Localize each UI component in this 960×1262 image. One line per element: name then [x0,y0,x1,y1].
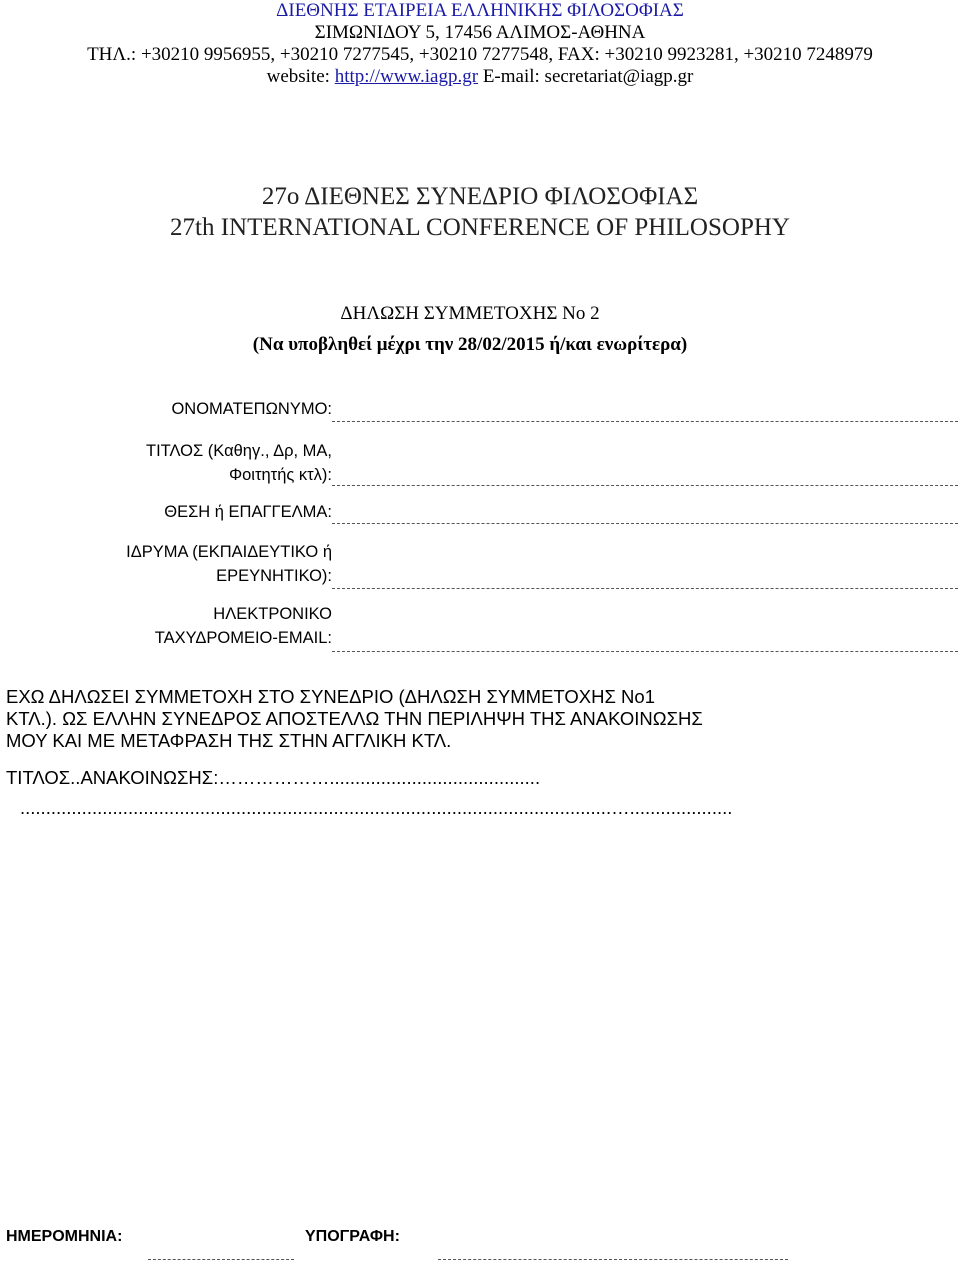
declaration-deadline: (Να υποβληθεί μέχρι την 28/02/2015 ή/και ενωρίτερα) [252,334,688,355]
institution-label-line1: ΙΔΡΥΜΑ (ΕΚΠΑΙΔΕΥΤΙΚΟ ή [126,543,332,561]
statement-line2: ΚΤΛ.). ΩΣ ΕΛΛΗΝ ΣΥΝΕΔΡΟΣ ΑΠΟΣΤΕΛΛΩ ΤΗΝ ΠΕΡΙΛΗΨΗ ΤΗΣ ΑΝΑΚΟΙΝΩΣΗΣ [6,708,703,729]
declaration-title: ΔΗΛΩΣΗ ΣΥΜΜΕΤΟΧΗΣ Νο 2 [340,303,600,324]
org-web-line [0,66,960,88]
email-label [155,602,332,650]
title-label-line2: Φοιτητής κτλ): [228,466,332,484]
title-field[interactable] [332,485,958,486]
org-phones: ΤΗΛ.: +30210 9956955, +30210 7277545, +30210 7277548, FAX: +30210 9923281, +30210 7248979 [87,44,873,65]
date-line[interactable] [148,1259,294,1260]
signature-line[interactable] [438,1259,788,1260]
title-label-line1: ΤΙΤΛΟΣ (Καθηγ., Δρ, ΜΑ, [145,442,332,460]
paper-title-dots: ...................................................................................................................….................... [20,797,733,818]
email-text: E-mail: secretariat@iagp.gr [482,66,694,87]
statement-line3: ΜΟΥ ΚΑΙ ΜΕ ΜΕΤΑΦΡΑΣΗ ΤΗΣ ΣΤΗΝ ΑΓΓΛΙΚΗ ΚΤΛ. [6,730,452,751]
date-label: ΗΜΕΡΟΜΗΝΙΑ: [6,1228,123,1245]
email-label-line1: ΗΛΕΚΤΡΟΝΙΚΟ [213,605,332,623]
statement-line1: ΕΧΩ ΔΗΛΩΣΕΙ ΣΥΜΜΕΤΟΧΗ ΣΤΟ ΣΥΝΕΔΡΙΟ (ΔΗΛΩΣΗ ΣΥΜΜΕΤΟΧΗΣ Νο1 [6,686,655,707]
paper-title-label: ΤΙΤΛΟΣ..ΑΝΑΚΟΙΝΩΣΗΣ:………………......................................... [6,767,541,788]
email-label-line2: ΤΑΧΥΔΡΟΜΕΙΟ-EMAIL: [154,629,332,647]
org-address: ΣΙΜΩΝΙΔΟΥ 5, 17456 ΑΛΙΜΟΣ-ΑΘΗΝΑ [314,22,646,43]
institution-label [126,540,332,588]
name-field[interactable] [332,421,958,422]
title-label [146,439,332,487]
name-label: ΟΝΟΜΑΤΕΠΩΝΥΜΟ: [171,400,332,418]
institution-field[interactable] [332,588,958,589]
position-label: ΘΕΣΗ ή ΕΠΑΓΓΕΛΜΑ: [164,503,332,521]
website-link[interactable]: http://www.iagp.gr [334,66,479,87]
position-field[interactable] [332,523,958,524]
signature-label: ΥΠΟΓΡΑΦΗ: [305,1228,400,1245]
conference-title-en: 27th INTERNATIONAL CONFERENCE OF PHILOSOPHY [170,214,790,241]
conference-title-gr: 27ο ΔΙΕΘΝΕΣ ΣΥΝΕΔΡΙΟ ΦΙΛΟΣΟΦΙΑΣ [261,183,699,210]
institution-label-line2: ΕΡΕΥΝΗΤΙΚΟ): [216,567,332,585]
email-field[interactable] [332,651,958,652]
org-name: ΔΙΕΘΝΗΣ ΕΤΑΙΡΕΙΑ ΕΛΛΗΝΙΚΗΣ ΦΙΛΟΣΟΦΙΑΣ [276,0,684,21]
website-label: website: [266,66,330,87]
